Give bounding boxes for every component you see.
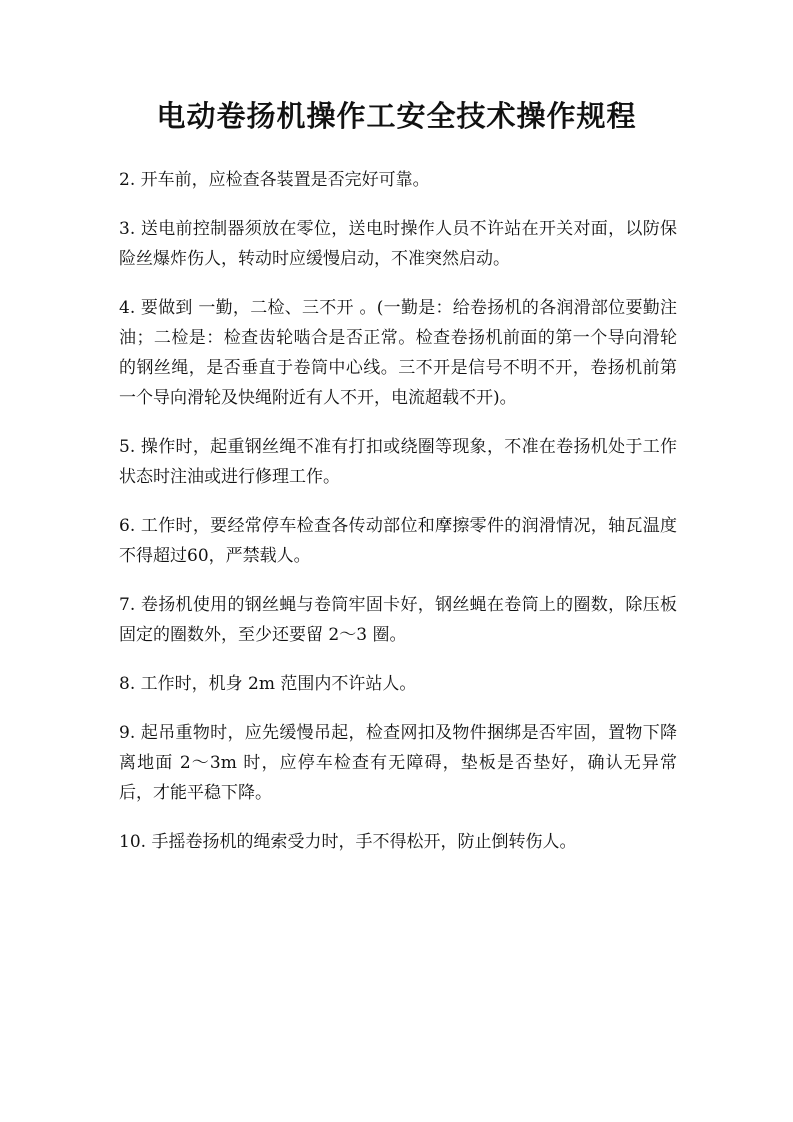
paragraph-item-3: 3. 送电前控制器须放在零位，送电时操作人员不许站在开关对面，以防保险丝爆炸伤人，转动时应缓慢启动，不准突然启动。: [119, 219, 677, 269]
page-title: 电动卷扬机操作工安全技术操作规程: [156, 99, 637, 133]
document-body: [119, 165, 677, 876]
paragraph-item-9: 9. 起吊重物时，应先缓慢吊起，检查网扣及物件捆绑是否牢固，置物下降离地面 2～3m 时，应停车检查有无障碍，垫板是否垫好，确认无异常后，才能平稳下降。: [119, 723, 677, 803]
paragraph-item-7: 7. 卷扬机使用的钢丝蝇与卷筒牢固卡好，钢丝蝇在卷筒上的圈数，除压板固定的圈数外，至少还要留 2～3 圈。: [119, 595, 677, 645]
paragraph-item-4: 4. 要做到 一勤，二检、三不开 。(一勤是：给卷扬机的各润滑部位要勤注油；二检是：检查齿轮啮合是否正常。检查卷扬机前面的第一个导向滑轮的钢丝绳，是否垂直于卷筒中心线。三不开是信号不明不开，卷扬机前第一个导向滑轮及快绳附近有人不开，电流超载不开)。: [119, 298, 677, 408]
paragraph-item-10: 10. 手摇卷扬机的绳索受力时，手不得松开，防止倒转伤人。: [119, 832, 577, 852]
paragraph-item-8: 8. 工作时，机身 2m 范围内不许站人。: [119, 674, 417, 694]
paragraph-item-2: 2. 开车前，应检查各装置是否完好可靠。: [119, 170, 430, 190]
paragraph-item-5: 5. 操作时，起重钢丝绳不准有打扣或绕圈等现象，不准在卷扬机处于工作状态时注油或进行修理工作。: [119, 437, 677, 487]
paragraph-item-6: 6. 工作时，要经常停车检查各传动部位和摩擦零件的润滑情况，轴瓦温度不得超过60，严禁载人。: [119, 516, 677, 566]
